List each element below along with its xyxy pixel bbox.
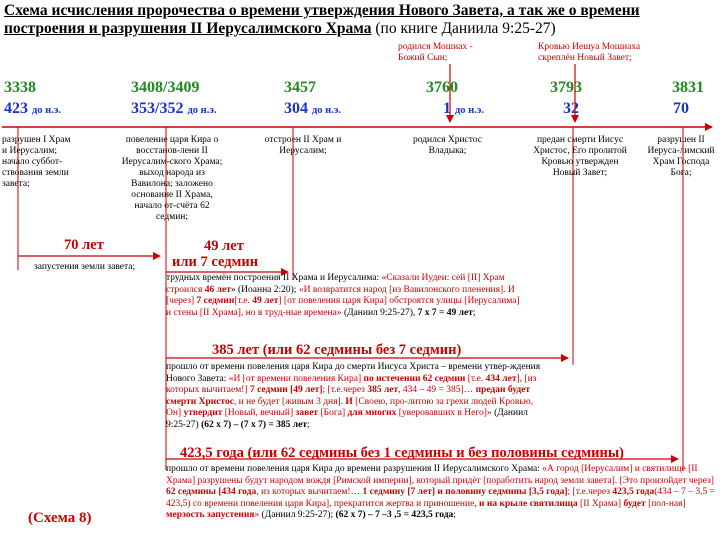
paragraph-385-years [166,362,544,431]
paragraph-segment: , из которых вычитаем!… [256,487,363,497]
paragraph-segment: [т.е. [465,373,486,384]
paragraph-segment: ], [из которых вычитаем!] [166,373,537,395]
paragraph-segment: , и не будет [живым 3 дня]. [233,396,346,407]
paragraph-segment: (Даниил 9:25-27), [341,307,418,318]
paragraph-segment: 385 лет [367,385,399,395]
paragraph-segment: и на крыле святилища [479,498,578,509]
year-3760: 3760 [426,79,458,96]
paragraph-segment: 7 седмин [196,296,235,306]
paragraph-segment: предан будет смерти Христос [166,385,531,407]
paragraph-segment: ; [472,307,476,318]
period-423-label: 423,5 года (или 62 седмины без 1 седмины и без половины седмины) [180,445,624,461]
paragraph-segment: завет [295,408,319,418]
period-385-label: 385 лет (или 62 седмины без 7 седмин) [212,342,462,358]
title-main: Схема исчисления пророчества о времени утверждения Нового Завета, а так же о времени построения и разрушения II Иерусалимского Храма [4,2,640,37]
year-3457: 3457 [284,79,316,96]
paragraph-segment: [Своею, про-литою за грехи людей Кровью, Он] [166,396,534,418]
paragraph-segment: [Бога] [318,408,348,418]
ce-32: 32 [563,100,579,117]
year-3338: 3338 [4,79,36,96]
note-covenant: Кровью Иешуа Мошиаха скреплён Новый Завет; [538,42,641,63]
paragraph-segment: 62 седмины [434 года [166,487,257,497]
paragraph-segment: (62 х 7) – (7 х 7) = 385 лет [201,419,307,430]
event-crucifixion: предан смерти Иисус Христос, Его пролитой Кровью утвержден Новый Завет; [533,135,627,178]
paragraph-segment: 1 седмину [7 лет] и половину седмины [3,5 года] [362,487,568,497]
paragraph-segment: 49 лет [252,296,279,306]
paragraph-segment: «А город [Иерусалим] и святилище [II Храма] разрушены будут народом вождя [Римской империи], который придёт [поработить народ земли завета]. [Это произойдет через] [166,464,714,486]
note-birth: родился Мошиах - Божий Сын; [398,42,473,63]
period-70-label: 70 лет [64,237,104,253]
paragraph-segment: ; [т.е.через [567,487,613,497]
paragraph-segment: 423,5 года [612,487,655,497]
paragraph-segment: [т.е. [234,296,253,306]
bce-304: 304 до н.э. [284,100,342,117]
ce-70: 70 [673,100,689,117]
paragraph-segment: [II Храма] [577,498,624,509]
paragraph-49-years [166,273,524,319]
paragraph-423-years [166,464,716,522]
event-temple2-destroyed: разрушен II Иеруса-лимский Храм Господа Бога; [647,135,715,178]
paragraph-segment: утвердит [183,408,223,418]
year-3793: 3793 [550,79,582,96]
bce-423: 423 до н.э. [4,100,62,117]
paragraph-segment: трудных времён построения II Храма и Иерусалима: [166,273,382,283]
paragraph-segment: » [254,510,260,520]
title-source: (по книге Даниила 9:25-27) [375,20,556,37]
schema-label: (Схема 8) [28,510,92,526]
paragraph-segment: по истечении 62 седмин [363,373,466,384]
paragraph-segment: , 434 – 49 = 385]… [398,385,476,395]
paragraph-segment: (Даниил 9:25-27); [259,510,336,520]
paragraph-segment: [Новый, вечный] [222,408,296,418]
paragraph-segment: «И возвратится народ [из Вавилонского пленения]. И [через] [166,284,515,306]
event-temple1-destroyed: разрушен I Храм и Иерусалим; начало суббот-ствования земли завета; [2,135,71,189]
paragraph-segment: [пол-ная] [645,498,686,509]
paragraph-segment: мерзость запустения [166,510,255,520]
year-3831: 3831 [672,79,704,96]
paragraph-segment: (Даниил 9:25-27) [166,408,528,430]
paragraph-segment: [уверовавших в Него]» [396,408,492,418]
paragraph-segment: 7 х 7 = 49 лет [417,307,473,318]
event-christ-born: родился Христос Владыка; [413,135,482,156]
paragraph-segment: «И [от времени повеления Кира] [228,373,364,384]
paragraph-segment: прошло от времени повеления царя Кира до времени разрушения II Иерусалимского Храма: [166,464,543,474]
paragraph-segment: прошло от времени повеления царя Кира до смерти Иисуса Христа – времени утвер-ждения Нового Завета: [166,362,541,384]
paragraph-segment: ; [т.е.через [322,385,368,395]
period-70-caption: запустения земли завета; [34,262,136,272]
paragraph-segment: ; [453,510,456,520]
paragraph-segment: 46 лет [204,284,231,295]
period-49-label: 49 лет [204,238,244,254]
paragraph-segment: (434 – 7 – 3,5 = 423,5) со времени повеления царя Кира], прекратится жертва и приношение, [166,487,715,509]
event-cyrus-decree: повеление царя Кира о восстанов-лени II Иерусалим-ского Храма; выход народа из Вавилона; заложено основание II Храма, начало от-счёта 62 седмин; [121,135,223,222]
paragraph-segment: (62 х 7) – 7 –3 ,5 = 423,5 года [335,510,454,520]
paragraph-segment: И [345,396,353,407]
paragraph-segment: будет [623,498,646,509]
period-49-label2: или 7 седмин [172,254,259,270]
paragraph-segment: ] [от повеления царя Кира] обстроятся улицы [Иерусалима] и стены [II Храма], но в труд-ные времена» [166,296,520,318]
paragraph-segment: 434 лет [485,373,517,384]
paragraph-segment: 7 седмин [49 лет] [249,385,323,395]
bce-1: 1 до н.э. [443,100,485,117]
bce-353: 353/352 до н.э. [131,100,217,117]
paragraph-segment: для многих [347,408,397,418]
event-temple2-built: отстроен II Храм и Иерусалим; [264,135,342,156]
year-3408: 3408/3409 [131,79,200,96]
paragraph-segment: «Сказали Иудеи: сей [II] Храм строился [166,273,505,295]
paragraph-segment: ; [307,419,310,430]
paragraph-segment: » (Иоанна 2:20); [230,284,299,295]
